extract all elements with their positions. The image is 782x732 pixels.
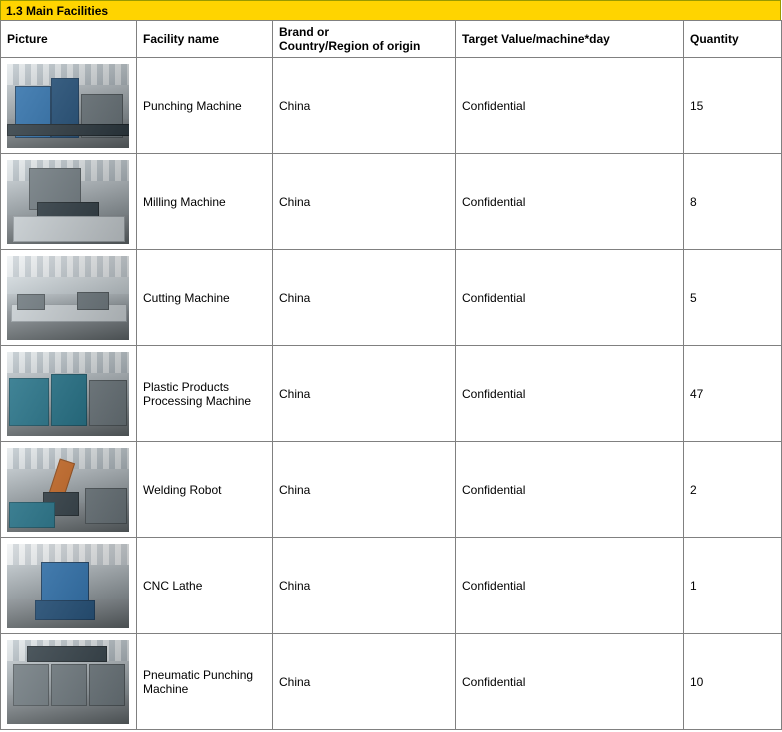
facility-quantity-cell: 10 bbox=[684, 634, 782, 730]
facility-name-cell: Cutting Machine bbox=[137, 250, 273, 346]
table-row bbox=[1, 58, 782, 154]
column-header-facility-name: Facility name bbox=[137, 21, 273, 58]
column-header-brand-origin bbox=[273, 21, 456, 58]
facility-picture-cell bbox=[1, 250, 137, 346]
column-header-brand-origin-line2: Country/Region of origin bbox=[279, 39, 421, 53]
facility-name-cell: Punching Machine bbox=[137, 58, 273, 154]
facility-origin-cell: China bbox=[273, 634, 456, 730]
facility-quantity-cell: 2 bbox=[684, 442, 782, 538]
facility-origin-cell: China bbox=[273, 442, 456, 538]
column-header-brand-origin-line1: Brand or bbox=[279, 25, 330, 39]
facility-quantity-cell: 1 bbox=[684, 538, 782, 634]
header-row bbox=[1, 21, 782, 58]
facility-quantity-cell: 8 bbox=[684, 154, 782, 250]
table-row bbox=[1, 538, 782, 634]
pneumatic-punching-machine-photo bbox=[7, 640, 129, 724]
table-header bbox=[1, 21, 782, 58]
facility-picture-cell bbox=[1, 346, 137, 442]
facility-quantity-cell: 5 bbox=[684, 250, 782, 346]
table-row bbox=[1, 634, 782, 730]
facility-quantity-cell: 15 bbox=[684, 58, 782, 154]
column-header-quantity: Quantity bbox=[684, 21, 782, 58]
column-header-target-value: Target Value/machine*day bbox=[456, 21, 684, 58]
facility-picture-cell bbox=[1, 58, 137, 154]
facility-origin-cell: China bbox=[273, 250, 456, 346]
facility-picture-cell bbox=[1, 154, 137, 250]
facility-name-cell: Pneumatic Punching Machine bbox=[137, 634, 273, 730]
facility-name-cell: Plastic Products Processing Machine bbox=[137, 346, 273, 442]
facility-target-value-cell: Confidential bbox=[456, 346, 684, 442]
facility-name-cell: Welding Robot bbox=[137, 442, 273, 538]
facility-origin-cell: China bbox=[273, 346, 456, 442]
table-row bbox=[1, 442, 782, 538]
cutting-machine-photo bbox=[7, 256, 129, 340]
facility-target-value-cell: Confidential bbox=[456, 538, 684, 634]
facility-name-cell: CNC Lathe bbox=[137, 538, 273, 634]
table-row bbox=[1, 154, 782, 250]
facility-picture-cell bbox=[1, 634, 137, 730]
cnc-lathe-photo bbox=[7, 544, 129, 628]
facility-picture-cell bbox=[1, 442, 137, 538]
facility-picture-cell bbox=[1, 538, 137, 634]
facility-origin-cell: China bbox=[273, 538, 456, 634]
main-facilities-table bbox=[0, 20, 782, 730]
facility-name-cell: Milling Machine bbox=[137, 154, 273, 250]
column-header-picture: Picture bbox=[1, 21, 137, 58]
plastic-products-processing-machine-photo bbox=[7, 352, 129, 436]
welding-robot-photo bbox=[7, 448, 129, 532]
facility-quantity-cell: 47 bbox=[684, 346, 782, 442]
facility-target-value-cell: Confidential bbox=[456, 58, 684, 154]
table-body bbox=[1, 58, 782, 730]
punching-machine-photo bbox=[7, 64, 129, 148]
table-row bbox=[1, 250, 782, 346]
table-row bbox=[1, 346, 782, 442]
milling-machine-photo bbox=[7, 160, 129, 244]
facility-target-value-cell: Confidential bbox=[456, 442, 684, 538]
facility-target-value-cell: Confidential bbox=[456, 634, 684, 730]
facility-target-value-cell: Confidential bbox=[456, 154, 684, 250]
facility-origin-cell: China bbox=[273, 154, 456, 250]
facility-origin-cell: China bbox=[273, 58, 456, 154]
section-title: 1.3 Main Facilities bbox=[0, 0, 781, 20]
facility-target-value-cell: Confidential bbox=[456, 250, 684, 346]
